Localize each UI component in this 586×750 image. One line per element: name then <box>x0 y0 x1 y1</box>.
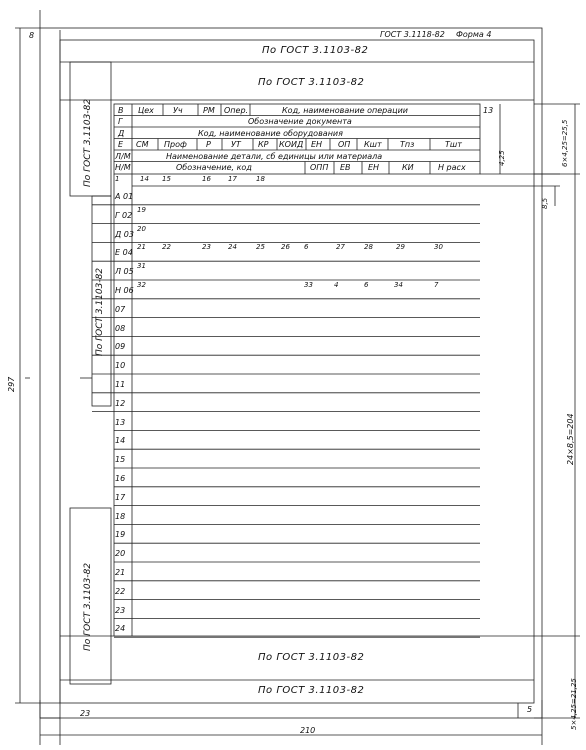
dim-row-gap: 8,5 <box>541 197 549 209</box>
title-bottom-1: По ГОСТ 3.1103-82 <box>258 652 365 663</box>
title-top-1: По ГОСТ 3.1103-82 <box>262 45 369 56</box>
hdr-cell-part: Наименование детали, сб единицы или материала <box>166 152 383 161</box>
col-num-15: 15 <box>162 175 171 183</box>
hdr-cell-tpz: Тпз <box>400 140 415 149</box>
row-number: А 01 <box>115 192 134 201</box>
row-field-number: 23 <box>202 243 211 252</box>
row-field-number: 6 <box>304 243 309 252</box>
hdr-cell-kr: КР <box>258 140 269 149</box>
title-bottom-2: По ГОСТ 3.1103-82 <box>258 685 365 696</box>
side-title-top: По ГОСТ 3.1103-82 <box>83 98 93 187</box>
hdr-cell-nrash: Н расх <box>438 163 466 172</box>
dim-height-total: 297 <box>7 376 16 392</box>
dim-top-left: 8 <box>29 31 35 40</box>
hdr-cell-ki: КИ <box>402 163 414 172</box>
row-field-number: 21 <box>137 243 146 252</box>
row-field-number: 27 <box>336 243 345 252</box>
row-number: 20 <box>115 549 126 559</box>
hdr-code-g: Г <box>118 117 123 126</box>
hdr-cell-document: Обозначение документа <box>248 117 352 126</box>
row-field-number: 28 <box>364 243 373 252</box>
row-number: 22 <box>115 586 126 596</box>
dim-bottom-block: 5×4,25=21,25 <box>570 678 578 730</box>
side-title-middle: По ГОСТ 3.1103-82 <box>95 267 105 356</box>
hdr-code-nm: Н/М <box>115 163 131 172</box>
row-number: Г 02 <box>115 210 133 220</box>
hdr-code-lm: Л/М <box>115 152 131 161</box>
hdr-cell-operation: Код, наименование операции <box>282 106 408 115</box>
row-number: Н 06 <box>115 286 134 295</box>
row-field-number: 32 <box>137 281 146 289</box>
form-number: Форма 4 <box>456 30 492 39</box>
hdr-cell-op: ОП <box>338 140 351 149</box>
hdr-code-v: В <box>118 106 124 115</box>
row-field-number: 29 <box>396 243 405 252</box>
hdr-cell-koid: КОИД <box>279 140 304 149</box>
hdr-cell-oper: Опер. <box>224 106 249 115</box>
hdr-cell-uch: Уч <box>173 106 183 115</box>
col-num-17: 17 <box>228 175 237 183</box>
dim-row-height: 4,25 <box>498 150 506 166</box>
row-field-number: 19 <box>137 205 146 214</box>
row-field-number: 24 <box>228 243 237 252</box>
dim-header-block: 6×4,25=25,5 <box>561 119 569 167</box>
row-number: 08 <box>115 323 126 333</box>
row-field-number: 34 <box>394 281 403 289</box>
row-field-number: 26 <box>281 243 290 252</box>
hdr-cell-en2: ЕН <box>368 163 380 172</box>
row-number: 21 <box>115 568 126 577</box>
row-number: 07 <box>115 304 126 314</box>
hdr-cell-r: Р <box>206 140 211 149</box>
row-field-number: 31 <box>137 262 146 271</box>
row-field-number: 22 <box>162 243 171 252</box>
hdr-cell-designation: Обозначение, код <box>176 163 252 172</box>
row-number: 24 <box>115 624 126 634</box>
row-number: 19 <box>115 530 126 540</box>
row-number: 12 <box>115 398 126 408</box>
hdr-cell-equipment: Код, наименование оборудования <box>198 129 343 138</box>
row-field-number: 25 <box>256 243 265 252</box>
row-number: Л 05 <box>115 267 134 277</box>
col-num-18: 18 <box>256 175 265 183</box>
hdr-cell-ut: УТ <box>231 140 241 149</box>
dim-left-margin: 23 <box>80 709 91 718</box>
row-number: 17 <box>115 492 126 502</box>
row-field-number: 20 <box>137 224 146 233</box>
row-number: 10 <box>115 361 126 371</box>
row-number: 11 <box>115 380 126 389</box>
row-number: 09 <box>115 342 126 352</box>
hdr-cell-en: ЕН <box>311 140 323 149</box>
hdr-cell-tsekh: Цех <box>138 106 154 115</box>
row-number: 23 <box>115 605 126 615</box>
title-top-2: По ГОСТ 3.1103-82 <box>258 77 365 88</box>
hdr-cell-prof: Проф <box>164 140 187 149</box>
row-field-number: 33 <box>304 281 313 289</box>
row-number: 16 <box>115 474 126 483</box>
hdr-cell-sm: СМ <box>136 140 149 149</box>
row-field-number: 6 <box>364 281 369 289</box>
dim-cell-13: 13 <box>483 106 494 115</box>
side-title-bottom: По ГОСТ 3.1103-82 <box>83 562 93 651</box>
row-field-number: 7 <box>434 281 439 289</box>
row-number: 18 <box>115 511 126 521</box>
row-field-number: 30 <box>434 243 443 252</box>
row-number: 14 <box>115 436 126 446</box>
hdr-code-d: Д <box>118 129 125 138</box>
row-number: Е 04 <box>115 248 133 258</box>
col-num-16: 16 <box>202 175 211 183</box>
hdr-code-e: Е <box>118 140 124 149</box>
hdr-cell-opp: ОПП <box>310 163 329 172</box>
hdr-cell-rm: РМ <box>203 106 215 115</box>
standard-ref: ГОСТ 3.1118-82 <box>380 30 445 39</box>
row-number: 13 <box>115 417 126 427</box>
col-num-14: 14 <box>140 175 149 183</box>
hdr-cell-ksht: Кшт <box>364 140 382 149</box>
col-num-1: 1 <box>115 175 120 183</box>
dim-width-total: 210 <box>300 726 316 735</box>
dim-right-margin: 5 <box>527 705 533 714</box>
row-field-number: 4 <box>334 281 339 289</box>
dim-body-block: 24×8,5=204 <box>566 413 575 465</box>
hdr-cell-ev: ЕВ <box>340 163 351 172</box>
hdr-cell-tsht: Тшт <box>445 140 462 149</box>
row-number: 15 <box>115 455 126 465</box>
row-number: Д 03 <box>115 229 134 239</box>
